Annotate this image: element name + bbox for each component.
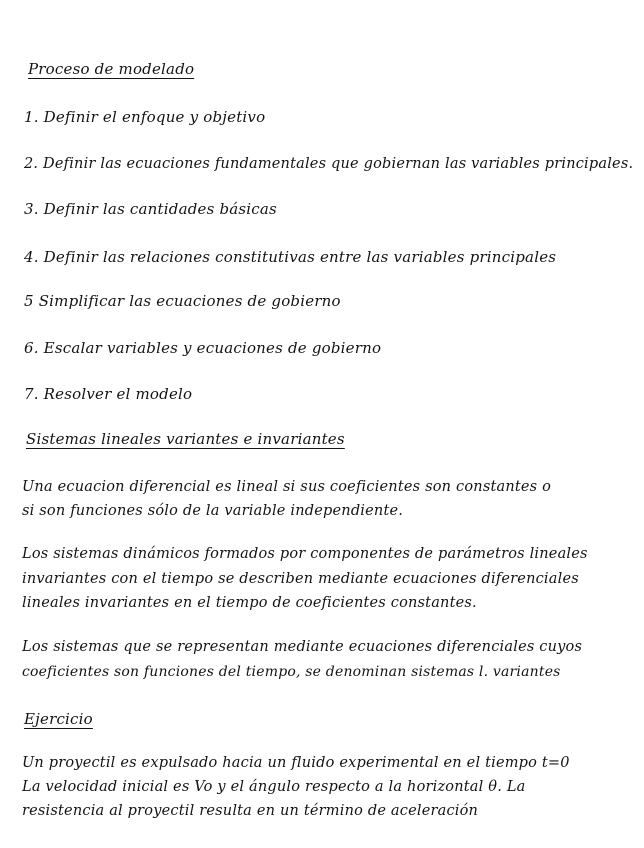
paragraph-2-line-2: invariantes con el tiempo se describen mediante ecuaciones diferenciales <box>22 571 579 587</box>
step-7: 7. Resolver el modelo <box>24 385 193 403</box>
paragraph-3-line-2: coeficientes son funciones del tiempo, se denominan sistemas l. variantes <box>22 664 561 680</box>
step-2: 2. Definir las ecuaciones fundamentales que gobiernan las variables principales. <box>24 156 634 172</box>
step-1: 1. Definir el enfoque y objetivo <box>24 108 266 126</box>
section-title-ejercicio: Ejercicio <box>24 710 93 728</box>
paragraph-2-line-3: lineales invariantes en el tiempo de coeficientes constantes. <box>22 595 477 611</box>
exercise-line-1: Un proyectil es expulsado hacia un fluido experimental en el tiempo t=0 <box>22 755 570 771</box>
paragraph-3-line-1: Los sistemas que se representan mediante ecuaciones diferenciales cuyos <box>22 639 583 655</box>
step-3: 3. Definir las cantidades básicas <box>24 200 277 218</box>
paragraph-1-line-1: Una ecuacion diferencial es lineal si sus coeficientes son constantes o <box>22 479 552 495</box>
exercise-line-3: resistencia al proyectil resulta en un término de aceleración <box>22 803 479 819</box>
step-6: 6. Escalar variables y ecuaciones de gobierno <box>24 339 382 357</box>
section-title-proceso-de-modelado: Proceso de modelado <box>28 60 195 78</box>
step-4: 4. Definir las relaciones constitutivas entre las variables principales <box>24 248 557 266</box>
paragraph-2-line-1: Los sistemas dinámicos formados por componentes de parámetros lineales <box>22 546 588 562</box>
exercise-line-2: La velocidad inicial es Vo y el ángulo respecto a la horizontal θ. La <box>22 779 526 795</box>
section-title-sistemas-lineales: Sistemas lineales variantes e invariantes <box>26 430 345 448</box>
step-5: 5 Simplificar las ecuaciones de gobierno <box>24 292 341 310</box>
paragraph-1-line-2: si son funciones sólo de la variable independiente. <box>22 503 404 519</box>
